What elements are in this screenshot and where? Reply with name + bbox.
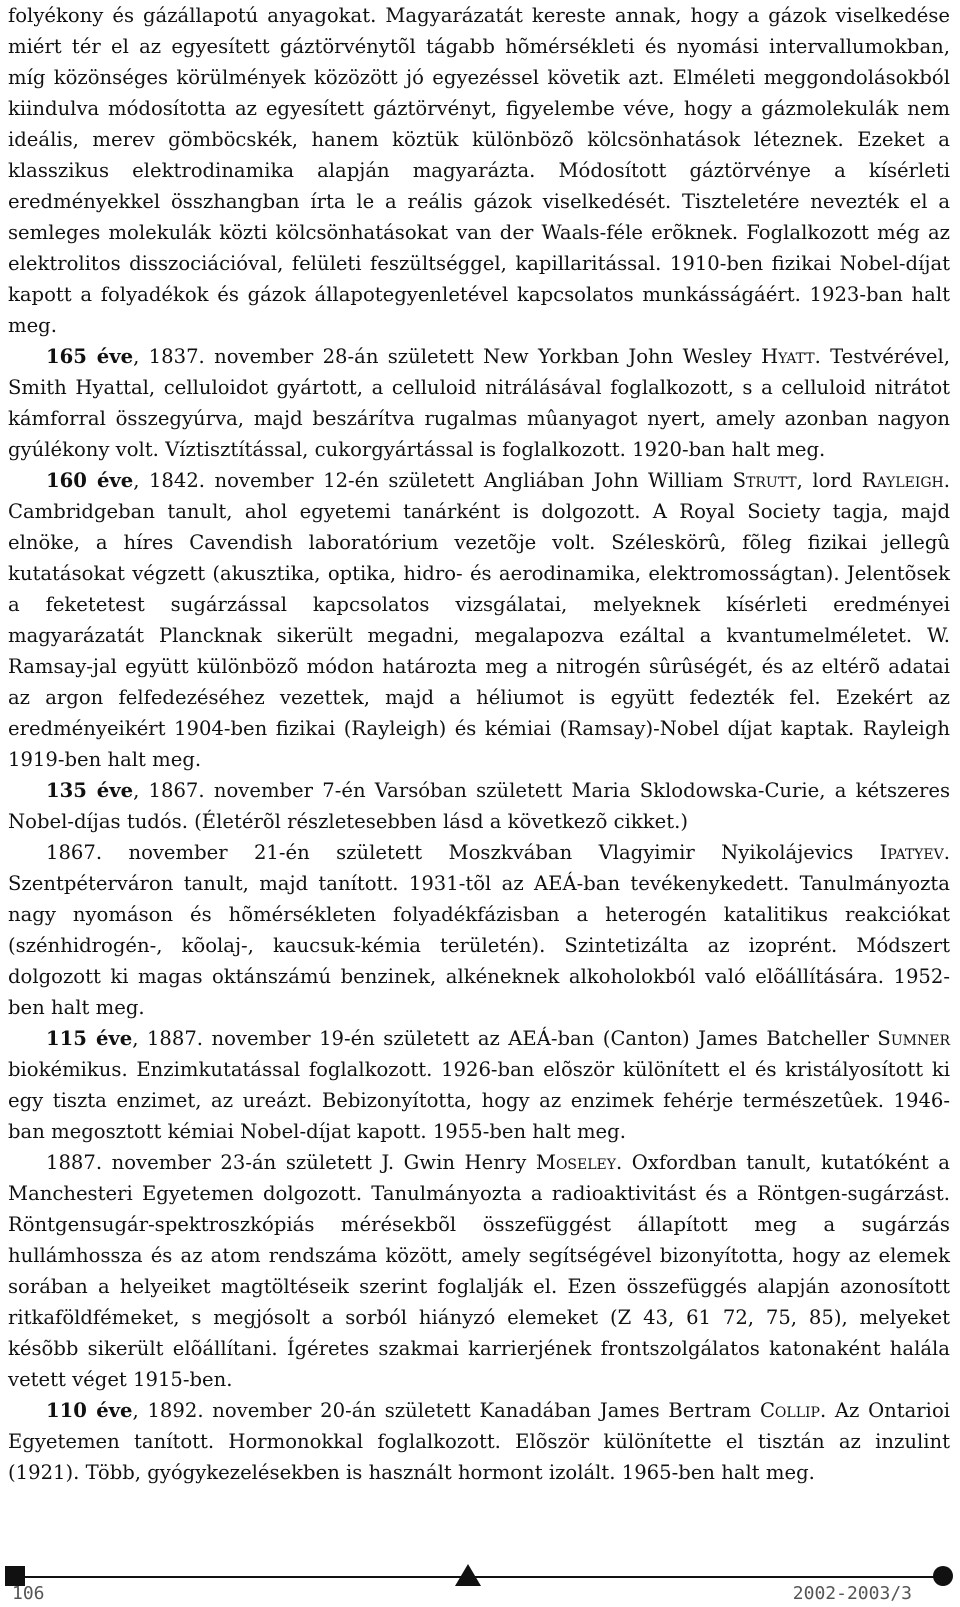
paragraph [8, 775, 950, 837]
text-run: 1887. november 23-án született J. Gwin Henry [46, 1151, 536, 1174]
surname: Collip [759, 1399, 820, 1422]
surname: Sumner [877, 1027, 950, 1050]
paragraph [8, 465, 950, 775]
text-run: , 1892. november 20-án született Kanadában James Bertram [132, 1399, 760, 1422]
paragraph [8, 1395, 950, 1488]
surname: Moseley [535, 1151, 616, 1174]
surname: Hyatt [761, 345, 815, 368]
surname: Strutt [732, 469, 797, 492]
anniversary-label: 165 éve [46, 345, 134, 368]
text-run: . Szentpéterváron tanult, majd tanított. 1931-tõl az AEÁ-ban tevékenykedett. Tanulmányozta nagy nyomáson és hõmérsékleten folyadékfázisban a heterogén katalitikus reakciókat (szénhidrogén-, kõolaj-, kaucsuk-kémia területén). Szintetizálta az izoprént. Módszert dolgozott ki magas oktánszámú benzinek, alkéneknek alkoholokból való elõállítására. 1952-ben halt meg. [8, 841, 950, 1019]
text-run: , 1867. november 7-én Varsóban született Maria Sklodowska-Curie, a kétszeres Nobel-díjas tudós. (Életérõl részletesebben lásd a következõ cikket.) [8, 779, 951, 833]
paragraph [8, 1147, 950, 1395]
paragraph [8, 1023, 950, 1147]
text-run: folyékony és gázállapotú anyagokat. Magyarázatát kereste annak, hogy a gázok viselkedése miért tér el az egyesített gáztörvénytõl tágabb hõmérsékleti és nyomási intervallumokban, míg közönséges körülmények közözött jó egyezéssel követik azt. Elméleti meggondolásokból kiindulva módosította az egyesített gáztörvényt, figyelembe véve, hogy a gázmolekulák nem ideális, merev gömböcskék, hanem köztük különbözõ kölcsönhatások léteznek. Ezeket a klasszikus elektrodinamika alapján magyarázta. Módosított gáztörvénye a kísérleti eredményekkel összhangban írta le a reális gázok viselkedését. Tiszteletére nevezték el a semleges molekulák közti kölcsönhatásokat van der Waals-féle erõknek. Foglalkozott még az elektrolitos disszociációval, felületi feszültséggel, kapillaritással. 1910-ben fizikai Nobel-díjat kapott a folyadékok és gázok állapotegyenletével kapcsolatos munkásságáért. 1923-ban halt meg. [8, 4, 950, 337]
anniversary-label: 110 éve [46, 1399, 133, 1422]
surname: Rayleigh [861, 469, 944, 492]
triangle-marker-icon [455, 1564, 481, 1586]
text-run: , lord [796, 469, 862, 492]
text-run: , 1842. november 12-én született Angliában John William [133, 469, 733, 492]
paragraph [8, 0, 950, 341]
circle-marker-icon [933, 1566, 953, 1586]
text-run: . Az Ontarioi Egyetemen tanított. Hormonokkal foglalkozott. Elõször különítette el tisztán az inzulint (1921). Több, gyógykezelésekben is használt hormont izolált. 1965-ben halt meg. [8, 1399, 951, 1484]
text-run: , 1887. november 19-én született az AEÁ-ban (Canton) James Batcheller [132, 1027, 878, 1050]
paragraph [8, 837, 950, 1023]
text-run: , 1837. november 28-án született New Yorkban John Wesley [133, 345, 762, 368]
issue-label: 2002-2003/3 [792, 1583, 912, 1604]
paragraph [8, 341, 950, 465]
page-number: 106 [12, 1583, 45, 1604]
text-run: 1867. november 21-én született Moszkvában Vlagyimir Nyikolájevics [46, 841, 880, 864]
text-run: biokémikus. Enzimkutatással foglalkozott. 1926-ban elõször különített el és kristályosított ki egy tiszta enzimet, az ureázt. Bebizonyította, hogy az enzimek fehérje természetûek. 1946-ban megosztott kémiai Nobel-díjat kapott. 1955-ben halt meg. [8, 1058, 950, 1143]
surname: Ipatyev [879, 841, 944, 864]
anniversary-label: 135 éve [46, 779, 134, 802]
text-run: . Oxfordban tanult, kutatóként a Manchesteri Egyetemen dolgozott. Tanulmányozta a radioaktivitást és a Röntgen-sugárzást. Röntgensugár-spektroszkópiás mérésekbõl összefüggést állapított meg a sugárzás hullámhossza és az atom rendszáma között, amely segítségével bizonyította, hogy az elemek sorában a helyeiket magtöltéseik szerint foglalják el. Ezen összefüggés alapján azonosított ritkaföldfémeket, s megjósolt a sorból hiányzó elemeket (Z 43, 61 72, 75, 85), melyeket késõbb sikerült elõállítani. Ígéretes szakmai karrierjének frontszolgálatos katonaként halála vetett véget 1915-ben. [8, 1151, 950, 1391]
anniversary-label: 115 éve [46, 1027, 133, 1050]
text-run: . Testvérével, Smith Hyattal, celluloidot gyártott, a celluloid nitrálásával foglalkozott, s a celluloid nitrátot kámforral összegyúrva, majd beszárítva rugalmas mûanyagot nyert, amely azonban nagyon gyúlékony volt. Víztisztítással, cukorgyártással is foglalkozott. 1920-ban halt meg. [8, 345, 950, 461]
text-run: . Cambridgeban tanult, ahol egyetemi tanárként is dolgozott. A Royal Society tagja, majd elnöke, a híres Cavendish laboratórium vezetõje volt. Széleskörû, fõleg fizikai jellegû kutatásokat végzett (akusztika, optika, hidro- és aerodinamika, elektromosságtan). Jelentõsek a feketetest sugárzással kapcsolatos vizsgálatai, melyeknek kísérleti eredményei magyarázatát Plancknak sikerült megadni, megalapozva ezáltal a kvantumelméletet. W. Ramsay-jal együtt különbözõ módon határozta meg a nitrogén sûrûségét, és az eltérõ adatai az argon felfedezéséhez vezettek, majd a héliumot is együtt fedezték fel. Ezekért az eredményeikért 1904-ben fizikai (Rayleigh) és kémiai (Ramsay)-Nobel díjat kaptak. Rayleigh 1919-ben halt meg. [8, 469, 950, 771]
article-body [8, 0, 950, 1488]
anniversary-label: 160 éve [46, 469, 134, 492]
